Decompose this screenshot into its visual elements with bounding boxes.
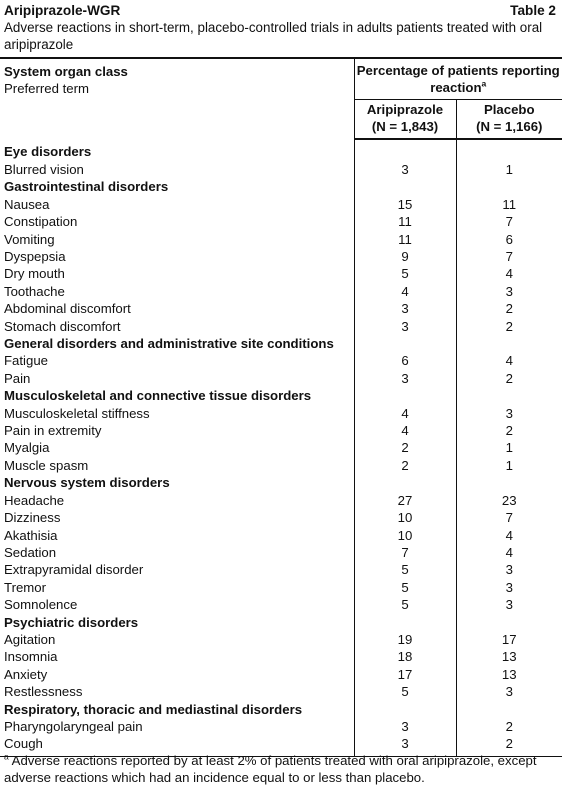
aripiprazole-percent-cell: 3 [354,300,456,317]
organ-class-row [0,387,562,404]
table-row [0,648,562,665]
organ-class-row [0,178,562,195]
organ-class-row [0,474,562,491]
document-title: Aripiprazole-WGR [4,3,121,18]
preferred-term-cell: Akathisia [0,527,354,544]
placebo-percent-cell [456,701,562,718]
placebo-percent-cell: 13 [501,666,517,682]
preferred-term-cell: Nausea [0,196,354,213]
placebo-percent-cell: 3 [505,579,513,595]
preferred-term-label: Preferred term [4,81,90,97]
preferred-term-cell: Blurred vision [0,161,354,178]
aripiprazole-percent-cell: 4 [354,283,456,300]
table-footnote [4,752,560,787]
placebo-percent-cell: 3 [505,597,513,613]
placebo-percent-cell: 4 [505,266,513,282]
table-row [0,544,562,561]
table-caption: Adverse reactions in short-term, placebo-controlled trials in adults patients treated with oral aripiprazole [4,20,543,52]
organ-class-label: Musculoskeletal and connective tissue disorders [0,387,354,404]
class-label: System organ class [4,64,128,79]
aripiprazole-percent-cell [354,701,456,718]
preferred-term-cell: Pain [0,370,354,387]
table-row [0,509,562,526]
placebo-percent-cell: 2 [456,735,562,756]
organ-class-row [0,335,562,352]
placebo-percent-cell: 1 [505,457,513,473]
aripiprazole-percent-cell: 6 [354,352,456,369]
placebo-percent-cell: 7 [505,510,513,526]
placebo-percent-cell: 2 [505,718,513,734]
table-row [0,561,562,578]
placebo-percent-cell: 3 [505,684,513,700]
preferred-term-cell: Dry mouth [0,265,354,282]
adverse-reactions-table [0,57,562,757]
preferred-term-cell: Insomnia [0,648,354,665]
aripiprazole-percent-cell: 17 [354,666,456,683]
preferred-term-cell: Toothache [0,283,354,300]
preferred-term-cell: Anxiety [0,666,354,683]
aripiprazole-percent-cell: 11 [354,231,456,248]
placebo-percent-cell [456,474,562,491]
aripiprazole-percent-cell: 18 [354,648,456,665]
aripiprazole-percent-cell: 5 [354,561,456,578]
aripiprazole-percent-cell: 5 [354,579,456,596]
table-row [0,457,562,474]
table-row [0,405,562,422]
column-header-aripiprazole [354,99,456,138]
placebo-percent-cell: 23 [501,492,517,508]
organ-class-row [0,614,562,631]
organ-class-label: Eye disorders [0,139,354,161]
placebo-percent-cell: 13 [501,649,517,665]
preferred-term-cell: Cough [0,735,354,756]
table-row [0,161,562,178]
table-row [0,196,562,213]
table-row [0,527,562,544]
aripiprazole-percent-cell [354,614,456,631]
preferred-term-cell: Restlessness [0,683,354,700]
organ-class-label: Respiratory, thoracic and mediastinal disorders [0,701,354,718]
organ-class-row [0,139,562,161]
placebo-percent-cell: 7 [505,214,513,230]
placebo-percent-cell: 6 [505,231,513,247]
table-header-bar [4,0,558,19]
group-footnote-marker: a [481,79,487,90]
organ-class-label: Nervous system disorders [0,474,354,491]
aripiprazole-percent-cell: 10 [354,527,456,544]
footnote-text: Adverse reactions reported by at least 2% of patients treated with oral aripiprazole, except adverse reactions which had an incidence equal to or less than placebo. [4,753,537,786]
table-number: Table 2 [510,3,556,18]
aripiprazole-percent-cell: 15 [354,196,456,213]
placebo-percent-cell: 7 [505,249,513,264]
aripiprazole-percent-cell: 27 [354,492,456,509]
placebo-percent-cell: 17 [501,631,517,647]
aripiprazole-percent-cell: 3 [354,161,456,178]
aripiprazole-percent-cell: 2 [354,457,456,474]
table-row [0,579,562,596]
aripiprazole-percent-cell [354,178,456,195]
aripiprazole-percent-cell: 3 [354,718,456,735]
placebo-percent-cell: 2 [505,423,513,439]
table-row [0,596,562,613]
table-row [0,231,562,248]
organ-class-row [0,701,562,718]
aripiprazole-percent-cell [354,335,456,352]
preferred-term-cell: Constipation [0,213,354,230]
placebo-percent-cell: 11 [502,196,517,212]
table-row [0,300,562,317]
table-row [0,213,562,230]
arm2-n: (N = 1,166) [476,119,543,135]
aripiprazole-percent-cell: 5 [354,596,456,613]
placebo-percent-cell: 4 [505,527,513,543]
table-row [0,248,562,265]
column-header-placebo [456,99,562,138]
group-label: Percentage of patients reporting reaction [356,63,560,96]
aripiprazole-percent-cell: 2 [354,439,456,456]
aripiprazole-percent-cell: 3 [354,735,456,756]
preferred-term-cell: Dizziness [0,509,354,526]
table-row [0,370,562,387]
preferred-term-cell: Headache [0,492,354,509]
adverse-reactions-table-wrap [0,57,562,757]
preferred-term-cell: Muscle spasm [0,457,354,474]
column-group-percentage [354,58,562,99]
preferred-term-cell: Extrapyramidal disorder [0,561,354,578]
placebo-percent-cell [456,335,562,352]
preferred-term-cell: Pain in extremity [0,422,354,439]
preferred-term-cell: Abdominal discomfort [0,300,354,317]
placebo-percent-cell [456,139,562,161]
placebo-percent-cell: 2 [505,370,513,386]
placebo-percent-cell: 4 [505,544,513,560]
table-row [0,318,562,335]
table-row [0,422,562,439]
aripiprazole-percent-cell [354,387,456,404]
preferred-term-cell: Fatigue [0,352,354,369]
table-row [0,492,562,509]
placebo-percent-cell [456,614,562,631]
preferred-term-cell: Tremor [0,579,354,596]
aripiprazole-percent-cell [354,139,456,161]
aripiprazole-percent-cell [354,474,456,491]
column-header-system-organ-class [0,58,354,139]
table-row [0,631,562,648]
placebo-percent-cell: 2 [505,301,513,317]
placebo-percent-cell [456,178,562,195]
placebo-percent-cell: 3 [505,562,513,578]
arm1-name: Aripiprazole [366,101,444,117]
preferred-term-cell: Sedation [0,544,354,561]
arm1-n: (N = 1,843) [371,119,439,135]
aripiprazole-percent-cell: 3 [354,370,456,387]
preferred-term-cell: Vomiting [0,231,354,248]
preferred-term-cell: Agitation [0,631,354,648]
placebo-percent-cell: 1 [505,440,513,456]
placebo-percent-cell: 3 [505,283,513,299]
table-row [0,718,562,735]
placebo-percent-cell: 3 [505,405,513,421]
organ-class-label: General disorders and administrative site conditions [0,335,354,352]
preferred-term-cell: Myalgia [0,439,354,456]
aripiprazole-percent-cell: 5 [354,683,456,700]
aripiprazole-percent-cell: 7 [354,544,456,561]
aripiprazole-percent-cell: 10 [354,509,456,526]
arm2-name: Placebo [483,101,535,117]
preferred-term-cell: Pharyngolaryngeal pain [0,718,354,735]
placebo-percent-cell: 1 [505,161,513,177]
table-row [0,666,562,683]
aripiprazole-percent-cell: 4 [354,422,456,439]
preferred-term-cell: Dyspepsia [0,248,354,265]
table-row [0,265,562,282]
table-body [0,139,562,757]
placebo-percent-cell [456,387,562,404]
preferred-term-cell: Musculoskeletal stiffness [0,405,354,422]
preferred-term-cell: Stomach discomfort [0,318,354,335]
table-row [0,439,562,456]
placebo-percent-cell: 2 [505,318,513,334]
preferred-term-cell: Somnolence [0,596,354,613]
aripiprazole-percent-cell: 4 [354,405,456,422]
footnote-marker: a [4,751,9,762]
table-row [0,683,562,700]
organ-class-label: Gastrointestinal disorders [0,178,354,195]
aripiprazole-percent-cell: 9 [354,248,456,265]
aripiprazole-percent-cell: 5 [354,265,456,282]
aripiprazole-percent-cell: 3 [354,318,456,335]
organ-class-label: Psychiatric disorders [0,614,354,631]
table-row [0,352,562,369]
aripiprazole-percent-cell: 19 [354,631,456,648]
aripiprazole-percent-cell: 11 [354,213,456,230]
placebo-percent-cell: 4 [505,353,513,369]
table-row [0,283,562,300]
